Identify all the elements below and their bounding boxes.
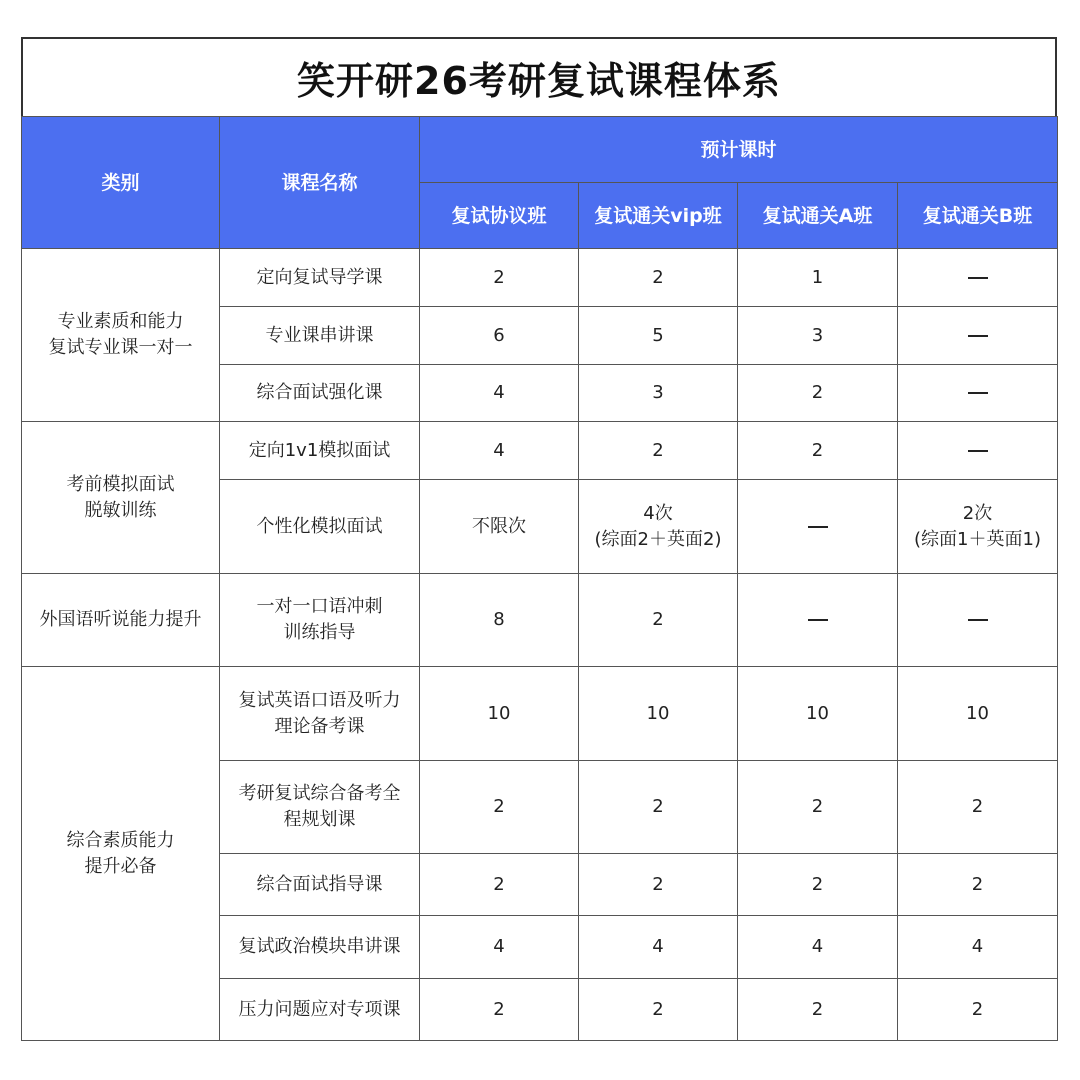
header-course-name: 课程名称	[220, 117, 420, 249]
hours-cell-agreement	[420, 307, 579, 365]
text-line: 理论备考课	[274, 715, 365, 737]
header-estimated-hours: 预计课时	[420, 117, 1058, 183]
text-line: 复试专业课一对一	[48, 337, 193, 358]
hours-value: 10	[646, 702, 670, 724]
hours-value: 4次 (综面2＋英面2)	[594, 502, 722, 550]
text-line: 压力问题应对专项课	[238, 998, 401, 1020]
hours-cell-class-b	[898, 249, 1058, 307]
hours-cell-class-b	[898, 761, 1058, 854]
hours-value: 10	[806, 702, 829, 724]
hours-cell-vip	[579, 365, 738, 422]
page-title: 笑开研26考研复试课程体系	[21, 37, 1057, 116]
hours-cell-agreement	[420, 667, 579, 761]
text-line: 定向1v1模拟面试	[248, 439, 391, 461]
text-line: 考前模拟面试	[66, 473, 175, 495]
text-line: 提升必备	[84, 855, 157, 877]
hours-cell-vip	[579, 574, 738, 667]
hours-cell-vip	[579, 916, 738, 979]
hours-value: 3	[652, 382, 664, 403]
hours-cell-class-a	[738, 365, 898, 422]
course-name-cell	[220, 979, 420, 1041]
course-name-cell	[220, 916, 420, 979]
hours-value: 2	[652, 266, 664, 288]
course-name-cell	[220, 667, 420, 761]
hours-value: 4	[652, 936, 664, 957]
hours-value: 2	[971, 796, 984, 817]
hours-cell-class-a	[738, 854, 898, 916]
hours-cell-agreement	[420, 574, 579, 667]
text-line: 专业素质和能力	[57, 311, 184, 332]
text-line: 复试政治模块串讲课	[238, 936, 401, 957]
table-row	[22, 667, 1058, 761]
hours-cell-class-a	[738, 422, 898, 480]
text-line: 外国语听说能力提升	[39, 609, 202, 630]
hours-cell-vip	[579, 249, 738, 307]
hours-cell-class-b	[898, 365, 1058, 422]
text-line: 综合面试强化课	[256, 382, 383, 403]
hours-cell-class-a	[738, 761, 898, 854]
text-line: 脱敏训练	[84, 499, 157, 521]
hours-cell-class-a	[738, 667, 898, 761]
hours-value: 2	[811, 382, 824, 403]
text-line: 考研复试综合备考全	[238, 783, 401, 804]
course-name-cell	[220, 422, 420, 480]
hours-cell-vip	[579, 422, 738, 480]
hours-cell-agreement	[420, 854, 579, 916]
table-row	[22, 422, 1058, 480]
hours-value: 4	[493, 382, 505, 403]
course-table	[21, 116, 1058, 1041]
category-cell	[22, 249, 220, 422]
hours-cell-agreement	[420, 249, 579, 307]
hours-cell-class-a	[738, 307, 898, 365]
hours-value: 10	[487, 702, 511, 724]
dash-mark	[968, 335, 988, 337]
hours-value: 4	[971, 936, 984, 957]
hours-cell-agreement	[420, 365, 579, 422]
hours-value: 10	[966, 702, 989, 724]
hours-cell-class-a	[738, 249, 898, 307]
hours-cell-agreement	[420, 761, 579, 854]
hours-value: 4	[811, 936, 824, 957]
course-name-cell	[220, 480, 420, 574]
category-cell	[22, 667, 220, 1041]
hours-value: 5	[652, 324, 664, 346]
category-cell	[22, 422, 220, 574]
text-line: 一对一口语冲刺	[256, 596, 383, 617]
hours-cell-class-b	[898, 916, 1058, 979]
course-name-cell	[220, 307, 420, 365]
hours-cell-agreement	[420, 422, 579, 480]
header-class-vip: 复试通关vip班	[579, 183, 738, 249]
hours-value: 2	[493, 266, 505, 288]
hours-value: 2	[493, 873, 505, 895]
header-category: 类别	[22, 117, 220, 249]
hours-cell-class-b	[898, 574, 1058, 667]
hours-cell-agreement	[420, 979, 579, 1041]
course-name-cell	[220, 574, 420, 667]
hours-value: 2	[811, 998, 824, 1020]
hours-value: 2	[971, 873, 984, 895]
hours-cell-class-b	[898, 422, 1058, 480]
hours-cell-vip	[579, 667, 738, 761]
hours-value: 2	[811, 439, 824, 461]
course-name-cell	[220, 761, 420, 854]
text-line: 综合素质能力	[66, 829, 175, 851]
hours-cell-class-a	[738, 916, 898, 979]
hours-cell-vip	[579, 854, 738, 916]
text-line: 专业课串讲课	[265, 324, 374, 346]
hours-value: 2	[652, 609, 664, 630]
hours-value: 4	[493, 439, 505, 461]
header-class-a: 复试通关A班	[738, 183, 898, 249]
dash-mark	[968, 450, 988, 452]
text-line: 复试英语口语及听力	[238, 689, 401, 711]
hours-cell-vip	[579, 761, 738, 854]
hours-cell-vip	[579, 307, 738, 365]
hours-value: 4	[493, 936, 505, 957]
hours-cell-vip	[579, 979, 738, 1041]
dash-mark	[968, 392, 988, 394]
hours-value: 8	[493, 609, 505, 630]
category-cell	[22, 574, 220, 667]
hours-value: 2	[652, 873, 664, 895]
hours-cell-vip	[579, 480, 738, 574]
dash-mark	[808, 526, 828, 528]
text-line: 训练指导	[283, 622, 356, 643]
hours-cell-class-b	[898, 667, 1058, 761]
hours-cell-class-b	[898, 854, 1058, 916]
hours-value: 2	[652, 998, 664, 1020]
table-body	[22, 249, 1058, 1041]
text-line: 程规划课	[283, 809, 356, 830]
hours-value: 不限次	[472, 515, 526, 537]
text-line: 综合面试指导课	[256, 873, 383, 895]
hours-value: 3	[811, 324, 824, 346]
hours-cell-class-b	[898, 307, 1058, 365]
hours-cell-class-a	[738, 979, 898, 1041]
dash-mark	[808, 619, 828, 621]
hours-cell-class-b	[898, 979, 1058, 1041]
header-class-agreement: 复试协议班	[420, 183, 579, 249]
hours-cell-agreement	[420, 480, 579, 574]
table-row	[22, 574, 1058, 667]
hours-value: 6	[493, 324, 505, 346]
hours-cell-class-b	[898, 480, 1058, 574]
hours-cell-agreement	[420, 916, 579, 979]
table-row	[22, 249, 1058, 307]
course-name-cell	[220, 854, 420, 916]
hours-value: 2	[652, 796, 664, 817]
text-line: 定向复试导学课	[256, 266, 383, 288]
hours-value: 2	[811, 873, 824, 895]
header-row-top	[22, 117, 1058, 183]
hours-value: 2	[971, 998, 984, 1020]
course-name-cell	[220, 365, 420, 422]
header-class-b: 复试通关B班	[898, 183, 1058, 249]
hours-value: 2次 (综面1＋英面1)	[914, 502, 1041, 550]
hours-value: 2	[811, 796, 824, 817]
hours-value: 2	[493, 796, 505, 817]
text-line: 个性化模拟面试	[256, 515, 383, 537]
dash-mark	[968, 619, 988, 621]
hours-value: 2	[493, 998, 505, 1020]
course-system-sheet	[21, 37, 1057, 1041]
dash-mark	[968, 277, 988, 279]
hours-cell-class-a	[738, 480, 898, 574]
hours-cell-class-a	[738, 574, 898, 667]
hours-value: 1	[811, 266, 824, 288]
hours-value: 2	[652, 439, 664, 461]
course-name-cell	[220, 249, 420, 307]
